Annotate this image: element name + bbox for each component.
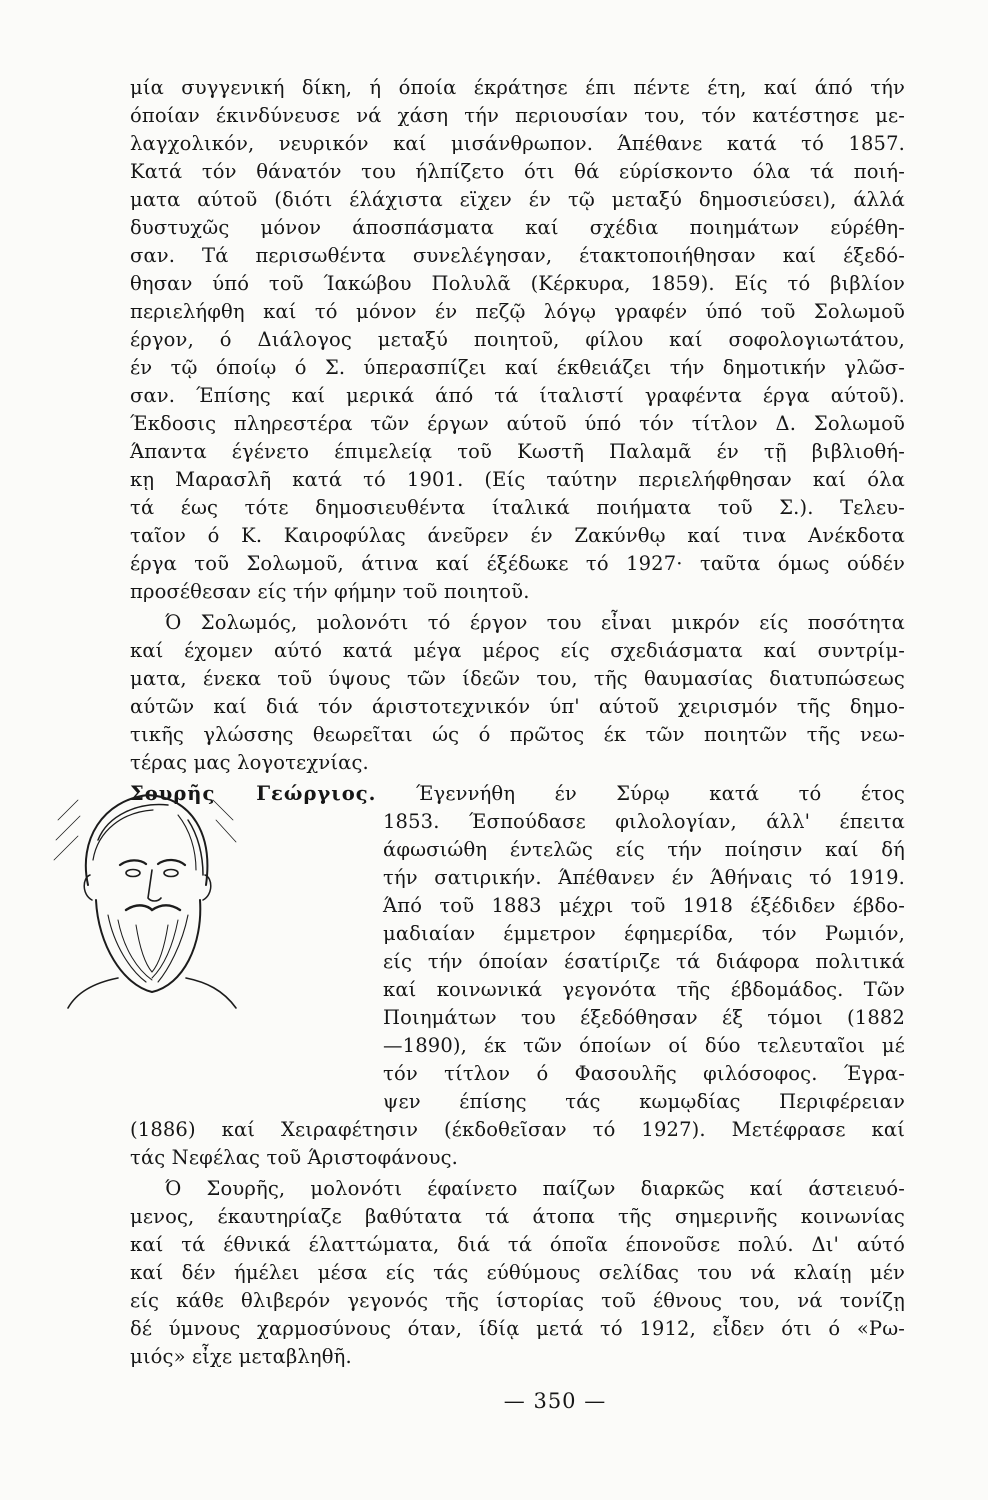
text-line: έργα τοῦ Σολωμοῦ, άτινα καί έξέδωκε τό 1927· ταῦτα όμως ούδέν bbox=[130, 552, 905, 575]
text-line: τέρας μας λογοτεχνίας. bbox=[130, 751, 369, 774]
text-line: περιελήφθη καί τό μόνον έν πεζῷ λόγῳ γραφέν ύπό τοῦ Σολωμοῦ bbox=[130, 300, 905, 323]
text-line: —1890), έκ τῶν όποίων οί δύο τελευταῖοι μέ bbox=[383, 1034, 905, 1057]
text-line: μία συγγενική δίκη, ή όποία έκράτησε έπι πέντε έτη, καί άπό τήν bbox=[130, 76, 905, 99]
text-line: λαγχολικόν, νευρικόν καί μισάνθρωπον. Άπέθανε κατά τό 1857. bbox=[130, 132, 905, 155]
section-heading: Σουρῆς Γεώργιος. Έγεννήθη έν Σύρῳ κατά τό έτος bbox=[130, 782, 906, 805]
text-line: μιός» εἶχε μεταβληθῆ. bbox=[130, 1345, 352, 1368]
text-line: Ό Σουρῆς, μολονότι έφαίνετο παίζων διαρκῶς καί άστειευό- bbox=[165, 1177, 905, 1200]
text-line: (1886) καί Χειραφέτησιν (έκδοθεῖσαν τό 1927). Μετέφρασε καί bbox=[130, 1118, 905, 1141]
text-line: δέ ύμνους χαρμοσύνους όταν, ίδίᾳ μετά τό 1912, εἶδεν ότι ό «Ρω- bbox=[130, 1317, 905, 1340]
section-heading-name: Σουρῆς Γεώργιος. bbox=[130, 782, 377, 805]
text-line: είς κάθε θλιβερόν γεγονός τῆς ίστορίας τοῦ έθνους του, νά τονίζῃ bbox=[130, 1289, 905, 1312]
text-line: σαν. Τά περισωθέντα συνελέγησαν, έτακτοποιήθησαν καί έξεδό- bbox=[130, 244, 905, 267]
text-line: άφωσιώθη έντελῶς είς τήν ποίησιν καί δή bbox=[383, 838, 905, 861]
text-line: Κατά τόν θάνατόν του ήλπίζετο ότι θά εύρίσκοντο όλα τά ποιή- bbox=[130, 160, 905, 183]
page-number: — 350 — bbox=[503, 1389, 607, 1413]
text-line: Άπαντα έγένετο έπιμελείᾳ τοῦ Κωστῆ Παλαμᾶ έν τῇ βιβλιοθή- bbox=[130, 440, 905, 463]
text-line: καί έχομεν αύτό κατά μέγα μέρος είς σχεδιάσματα καί συντρίμ- bbox=[130, 639, 905, 662]
text-line: κῃ Μαρασλῆ κατά τό 1901. (Είς ταύτην περιελήφθησαν καί όλα bbox=[130, 468, 905, 491]
text-line: τόν τίτλον ό Φασουλῆς φιλόσοφος. Έγρα- bbox=[383, 1062, 905, 1085]
text-line: καί τά έθνικά έλαττώματα, διά τά όποῖα έπονοῦσε πολύ. Δι' αύτό bbox=[130, 1233, 905, 1256]
text-line: καί κοινωνικά γεγονότα τῆς έβδομάδος. Τῶν bbox=[383, 978, 905, 1001]
text-line: Έκδοσις πληρεστέρα τῶν έργων αύτοῦ ύπό τόν τίτλον Δ. Σολωμοῦ bbox=[130, 412, 905, 435]
text-line: θησαν ύπό τοῦ Ίακώβου Πολυλᾶ (Κέρκυρα, 1859). Είς τό βιβλίον bbox=[130, 272, 905, 295]
text-line: αύτῶν καί διά τόν άριστοτεχνικόν ύπ' αύτοῦ χειρισμόν τῆς δημο- bbox=[130, 695, 905, 718]
text-line: ταῖον ό Κ. Καιροφύλας άνεῦρεν έν Ζακύνθῳ καί τινα Ανέκδοτα bbox=[130, 524, 905, 547]
text-line: τικῆς γλώσσης θεωρεῖται ώς ό πρῶτος έκ τῶν ποιητῶν τῆς νεω- bbox=[130, 723, 905, 746]
text-line: Ό Σολωμός, μολονότι τό έργον του εἶναι μικρόν είς ποσότητα bbox=[165, 611, 905, 634]
text-line: ψεν έπίσης τάς κωμῳδίας Περιφέρειαν bbox=[383, 1090, 905, 1113]
text-line: ματα, ένεκα τοῦ ύψους τῶν ίδεῶν του, τῆς θαυμασίας διατυπώσεως bbox=[130, 667, 905, 690]
text-line: δυστυχῶς μόνον άποσπάσματα καί σχέδια ποιημάτων εύρέθη- bbox=[130, 216, 905, 239]
text-line: σαν. Έπίσης καί μερικά άπό τά ίταλιστί γραφέντα έργα αύτοῦ). bbox=[130, 384, 905, 407]
portrait-engraving bbox=[48, 760, 243, 1010]
text-line: τά έως τότε δημοσιευθέντα ίταλικά ποιήματα τοῦ Σ.). Τελευ- bbox=[130, 496, 905, 519]
text-line: τήν σατιρικήν. Άπέθανεν έν Άθήναις τό 1919. bbox=[383, 866, 905, 889]
text-line: 1853. Έσπούδασε φιλολογίαν, άλλ' έπειτα bbox=[383, 810, 905, 833]
text-line: έν τῷ όποίῳ ό Σ. ύπερασπίζει καί έκθειάζει τήν δημοτικήν γλῶσ- bbox=[130, 356, 905, 379]
text-line: μενος, έκαυτηρίαζε βαθύτατα τά άτοπα τῆς σημερινῆς κοινωνίας bbox=[130, 1205, 905, 1228]
text-line: τάς Νεφέλας τοῦ Άριστοφάνους. bbox=[130, 1146, 458, 1169]
text-line: είς τήν όποίαν έσατίριζε τά διάφορα πολιτικά bbox=[383, 950, 905, 973]
text-line: ματα αύτοῦ (διότι έλάχιστα εϊχεν έν τῷ μεταξύ δημοσιεύσει), άλλά bbox=[130, 188, 905, 211]
text-line: Άπό τοῦ 1883 μέχρι τοῦ 1918 έξέδιδεν έβδο- bbox=[383, 894, 905, 917]
text-line: καί δέν ήμέλει μέσα είς τάς εύθύμους σελίδας του νά κλαίῃ μέν bbox=[130, 1261, 905, 1284]
text-line: έργον, ό Διάλογος μεταξύ ποιητοῦ, φίλου καί σοφολογιωτάτου, bbox=[130, 328, 905, 351]
text-line: προσέθεσαν είς τήν φήμην τοῦ ποιητοῦ. bbox=[130, 580, 530, 603]
text-line: όποίαν έκινδύνευσε νά χάση τήν περιουσίαν του, τόν κατέστησε με- bbox=[130, 104, 905, 127]
text-line: Ποιημάτων του έξεδόθησαν έξ τόμοι (1882 bbox=[383, 1006, 905, 1029]
text-line: μαδιαίαν έμμετρον έφημερίδα, τόν Ρωμιόν, bbox=[383, 922, 905, 945]
